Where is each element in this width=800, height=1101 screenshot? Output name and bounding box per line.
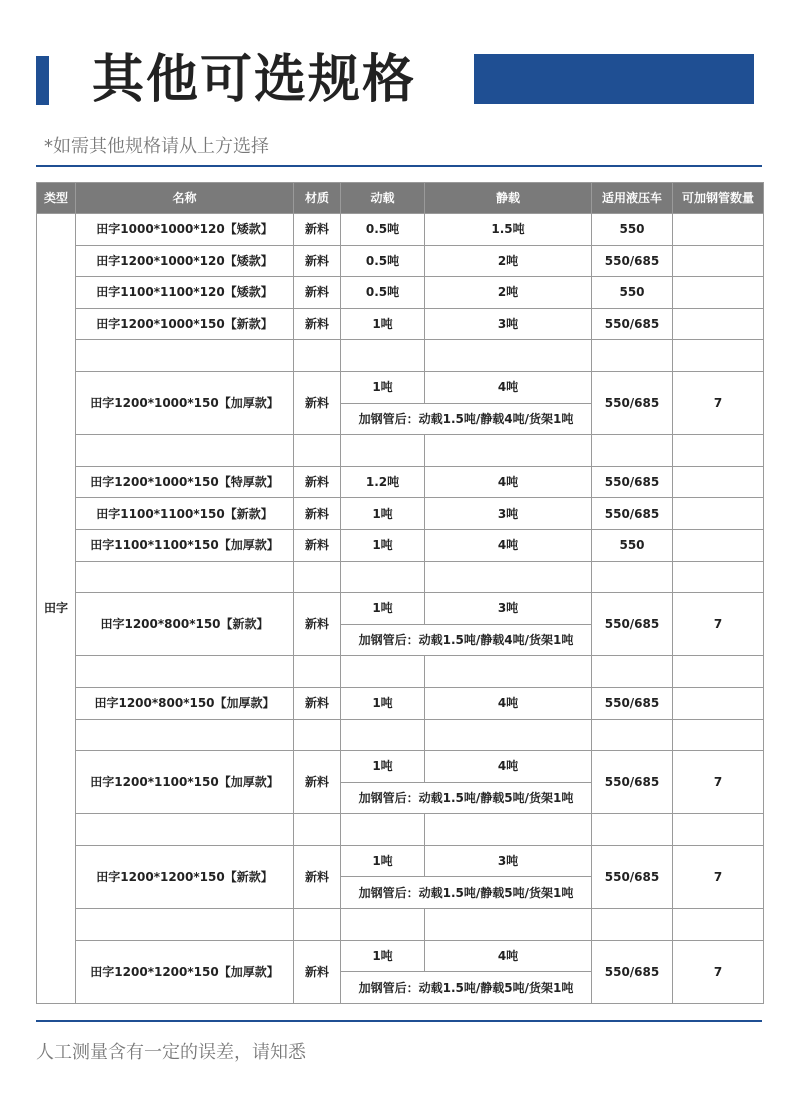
name-cell: 田字1100*1100*120【矮款】	[76, 277, 294, 309]
truck-cell: 550	[592, 277, 673, 309]
pipes-cell: 7	[673, 940, 764, 1003]
type-cell: 田字	[37, 214, 76, 1004]
truck-cell: 550/685	[592, 687, 673, 719]
pipes-cell: 7	[673, 751, 764, 814]
dynamic-load-cell: 1.2吨	[341, 466, 425, 498]
pipes-cell: 7	[673, 593, 764, 656]
dynamic-load-cell: 1吨	[341, 593, 425, 625]
column-header: 动载	[341, 183, 425, 214]
pipes-cell	[673, 214, 764, 246]
dynamic-load-cell: 1吨	[341, 529, 425, 561]
material-cell: 新料	[294, 277, 341, 309]
empty-row	[37, 719, 764, 751]
dynamic-load-cell: 0.5吨	[341, 245, 425, 277]
pipes-cell	[673, 687, 764, 719]
steel-pipe-note: 加钢管后：动载1.5吨/静载5吨/货架1吨	[341, 877, 592, 909]
name-cell: 田字1200*1100*150【加厚款】	[76, 751, 294, 814]
table-row	[37, 940, 764, 972]
bottom-divider	[36, 1020, 762, 1022]
column-header: 静载	[425, 183, 592, 214]
dynamic-load-cell: 1吨	[341, 940, 425, 972]
pipes-cell	[673, 245, 764, 277]
dynamic-load-cell: 1吨	[341, 687, 425, 719]
table-row	[37, 498, 764, 530]
static-load-cell: 4吨	[425, 466, 592, 498]
name-cell: 田字1100*1100*150【新款】	[76, 498, 294, 530]
static-load-cell: 4吨	[425, 940, 592, 972]
static-load-cell: 3吨	[425, 308, 592, 340]
empty-row	[37, 814, 764, 846]
table-row	[37, 308, 764, 340]
spec-table	[36, 182, 764, 1004]
steel-pipe-note: 加钢管后：动载1.5吨/静载4吨/货架1吨	[341, 403, 592, 435]
material-cell: 新料	[294, 593, 341, 656]
truck-cell: 550/685	[592, 845, 673, 908]
truck-cell: 550/685	[592, 466, 673, 498]
page-title: 其他可选规格	[92, 50, 417, 110]
pipes-cell: 7	[673, 845, 764, 908]
name-cell: 田字1200*800*150【新款】	[76, 593, 294, 656]
table-row	[37, 529, 764, 561]
name-cell: 田字1200*1200*150【加厚款】	[76, 940, 294, 1003]
material-cell: 新料	[294, 940, 341, 1003]
column-header: 适用液压车	[592, 183, 673, 214]
static-load-cell: 4吨	[425, 371, 592, 403]
column-header: 名称	[76, 183, 294, 214]
column-header: 可加钢管数量	[673, 183, 764, 214]
material-cell: 新料	[294, 529, 341, 561]
dynamic-load-cell: 1吨	[341, 845, 425, 877]
column-header: 类型	[37, 183, 76, 214]
static-load-cell: 3吨	[425, 845, 592, 877]
pipes-cell	[673, 529, 764, 561]
table-row	[37, 845, 764, 877]
table-row	[37, 245, 764, 277]
material-cell: 新料	[294, 245, 341, 277]
table-row	[37, 466, 764, 498]
table-row	[37, 593, 764, 625]
table-row	[37, 277, 764, 309]
steel-pipe-note: 加钢管后：动载1.5吨/静载5吨/货架1吨	[341, 972, 592, 1004]
title-accent-bar-left	[36, 56, 49, 105]
static-load-cell: 4吨	[425, 529, 592, 561]
material-cell: 新料	[294, 466, 341, 498]
material-cell: 新料	[294, 214, 341, 246]
table-row	[37, 751, 764, 783]
title-accent-bar-right	[474, 54, 754, 104]
steel-pipe-note: 加钢管后：动载1.5吨/静载5吨/货架1吨	[341, 782, 592, 814]
name-cell: 田字1200*1200*150【新款】	[76, 845, 294, 908]
page-subtitle: *如需其他规格请从上方选择	[44, 136, 269, 157]
name-cell: 田字1200*1000*150【加厚款】	[76, 371, 294, 434]
top-divider	[36, 165, 762, 167]
truck-cell: 550/685	[592, 940, 673, 1003]
steel-pipe-note: 加钢管后：动载1.5吨/静载4吨/货架1吨	[341, 624, 592, 656]
truck-cell: 550	[592, 214, 673, 246]
static-load-cell: 2吨	[425, 245, 592, 277]
static-load-cell: 4吨	[425, 751, 592, 783]
name-cell: 田字1200*1000*150【特厚款】	[76, 466, 294, 498]
truck-cell: 550/685	[592, 371, 673, 434]
static-load-cell: 4吨	[425, 687, 592, 719]
name-cell: 田字1200*800*150【加厚款】	[76, 687, 294, 719]
truck-cell: 550/685	[592, 751, 673, 814]
material-cell: 新料	[294, 687, 341, 719]
pipes-cell	[673, 466, 764, 498]
truck-cell: 550/685	[592, 245, 673, 277]
dynamic-load-cell: 1吨	[341, 308, 425, 340]
dynamic-load-cell: 1吨	[341, 751, 425, 783]
truck-cell: 550	[592, 529, 673, 561]
material-cell: 新料	[294, 845, 341, 908]
truck-cell: 550/685	[592, 593, 673, 656]
name-cell: 田字1000*1000*120【矮款】	[76, 214, 294, 246]
table-header-row	[37, 183, 764, 214]
static-load-cell: 3吨	[425, 593, 592, 625]
name-cell: 田字1100*1100*150【加厚款】	[76, 529, 294, 561]
material-cell: 新料	[294, 308, 341, 340]
empty-row	[37, 909, 764, 941]
pipes-cell	[673, 308, 764, 340]
column-header: 材质	[294, 183, 341, 214]
pipes-cell	[673, 277, 764, 309]
footer-note: 人工测量含有一定的误差，请知悉	[36, 1042, 306, 1063]
dynamic-load-cell: 0.5吨	[341, 277, 425, 309]
pipes-cell: 7	[673, 371, 764, 434]
material-cell: 新料	[294, 498, 341, 530]
truck-cell: 550/685	[592, 308, 673, 340]
table-row	[37, 214, 764, 246]
truck-cell: 550/685	[592, 498, 673, 530]
dynamic-load-cell: 1吨	[341, 498, 425, 530]
pipes-cell	[673, 498, 764, 530]
material-cell: 新料	[294, 751, 341, 814]
empty-row	[37, 561, 764, 593]
table-row	[37, 687, 764, 719]
name-cell: 田字1200*1000*150【新款】	[76, 308, 294, 340]
table-row	[37, 371, 764, 403]
static-load-cell: 1.5吨	[425, 214, 592, 246]
empty-row	[37, 656, 764, 688]
dynamic-load-cell: 1吨	[341, 371, 425, 403]
static-load-cell: 3吨	[425, 498, 592, 530]
material-cell: 新料	[294, 371, 341, 434]
empty-row	[37, 340, 764, 372]
static-load-cell: 2吨	[425, 277, 592, 309]
name-cell: 田字1200*1000*120【矮款】	[76, 245, 294, 277]
dynamic-load-cell: 0.5吨	[341, 214, 425, 246]
empty-row	[37, 435, 764, 467]
